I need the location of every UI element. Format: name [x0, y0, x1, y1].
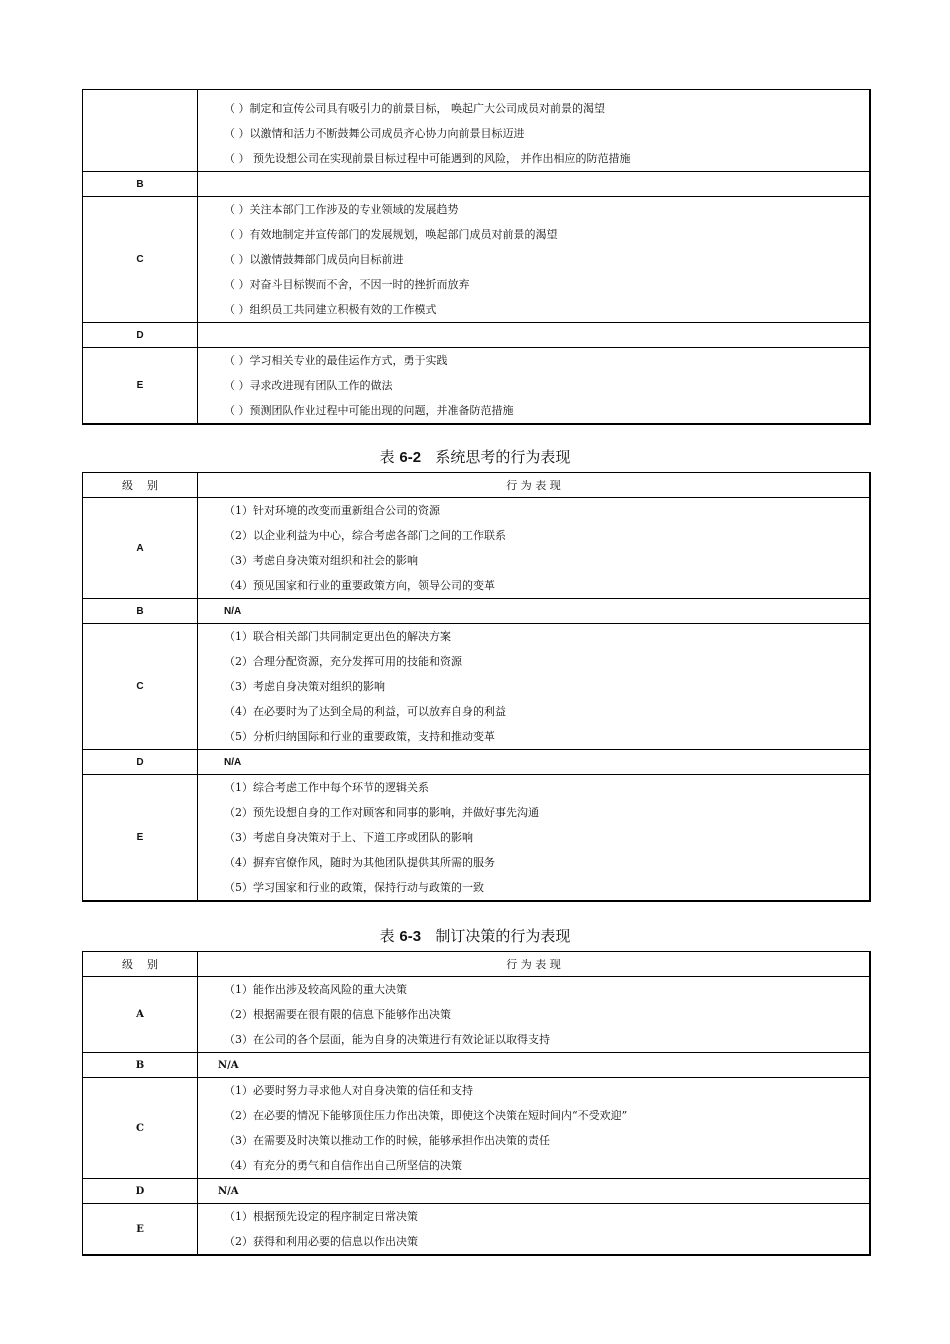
caption-prefix: 表 — [379, 448, 395, 466]
level-cell — [83, 90, 198, 172]
behavior-item: （1）必要时努力寻求他人对自身决策的信任和支持 — [224, 1084, 473, 1097]
behavior-item: （2）合理分配资源，充分发挥可用的技能和资源 — [224, 655, 462, 668]
table-row — [83, 624, 871, 750]
behavior-item: （2）获得和利用必要的信息以作出决策 — [224, 1235, 418, 1248]
behavior-cell — [198, 775, 871, 902]
behavior-item: （1）根据预先设定的程序制定日常决策 — [224, 1210, 418, 1223]
behavior-item: （ ）预测团队作业过程中可能出现的问题，并准备防范措施 — [224, 404, 514, 417]
level-cell: B — [83, 1053, 198, 1078]
caption-number: 6-3 — [399, 928, 422, 945]
level-cell: A — [83, 977, 198, 1053]
na-cell: N/A — [198, 599, 871, 624]
na-cell: N/A — [198, 1179, 871, 1204]
level-cell: E — [83, 348, 198, 425]
table-row — [83, 498, 871, 599]
caption-number: 6-2 — [399, 449, 422, 466]
level-cell: C — [83, 197, 198, 323]
table-6-2 — [82, 472, 871, 902]
behavior-item: （ ）以激情和活力不断鼓舞公司成员齐心协力向前景目标迈进 — [224, 127, 525, 140]
behavior-item: （3）在需要及时决策以推动工作的时候，能够承担作出决策的责任 — [224, 1134, 550, 1147]
table-caption — [0, 446, 950, 467]
table-row — [83, 323, 871, 348]
na-cell: N/A — [198, 750, 871, 775]
behavior-item: （3）考虑自身决策对组织和社会的影响 — [224, 554, 418, 567]
behavior-item: （2）以企业利益为中心，综合考虑各部门之间的工作联系 — [224, 529, 506, 542]
table-row — [83, 750, 871, 775]
behavior-item: （2）预先设想自身的工作对顾客和同事的影响，并做好事先沟通 — [224, 806, 539, 819]
behavior-item: （2）在必要的情况下能够顶住压力作出决策，即使这个决策在短时间内“不受欢迎” — [224, 1109, 628, 1122]
behavior-item: （3）考虑自身决策对于上、下道工序或团队的影响 — [224, 831, 473, 844]
table-caption — [0, 925, 950, 946]
behavior-item: （ ）关注本部门工作涉及的专业领域的发展趋势 — [224, 203, 459, 216]
behavior-cell — [198, 624, 871, 750]
level-cell: D — [83, 750, 198, 775]
level-cell: C — [83, 624, 198, 750]
level-cell: B — [83, 172, 198, 197]
level-cell: E — [83, 775, 198, 902]
behavior-item: （4）预见国家和行业的重要政策方向，领导公司的变革 — [224, 579, 495, 592]
table-row — [83, 977, 871, 1053]
behavior-item: （ ） 预先设想公司在实现前景目标过程中可能遇到的风险， 并作出相应的防范措施 — [224, 152, 631, 165]
table-header-row — [83, 473, 871, 498]
header-behavior: 行 为 表 现 — [198, 473, 871, 498]
behavior-item: （1）联合相关部门共同制定更出色的解决方案 — [224, 630, 451, 643]
behavior-item: （1）针对环境的改变而重新组合公司的资源 — [224, 504, 440, 517]
na-cell: N/A — [198, 1053, 871, 1078]
behavior-item: （5）分析归纳国际和行业的重要政策，支持和推动变革 — [224, 730, 495, 743]
caption-title: 系统思考的行为表现 — [435, 448, 571, 466]
header-level: 级 别 — [83, 952, 198, 977]
behavior-cell — [198, 977, 871, 1053]
behavior-item: （ ）有效地制定并宣传部门的发展规划，唤起部门成员对前景的渴望 — [224, 228, 558, 241]
caption-title: 制订决策的行为表现 — [435, 927, 571, 945]
behavior-item: （ ）对奋斗目标锲而不舍，不因一时的挫折而放弃 — [224, 278, 470, 291]
behavior-item: （2）根据需要在很有限的信息下能够作出决策 — [224, 1008, 451, 1021]
table-row — [83, 599, 871, 624]
level-cell: B — [83, 599, 198, 624]
level-cell: E — [83, 1204, 198, 1256]
level-cell: C — [83, 1078, 198, 1179]
table-row — [83, 1204, 871, 1256]
behavior-item: （1）能作出涉及较高风险的重大决策 — [224, 983, 407, 996]
table-row — [83, 172, 871, 197]
level-cell: D — [83, 323, 198, 348]
behavior-item: （4）在必要时为了达到全局的利益，可以放弃自身的利益 — [224, 705, 506, 718]
table-continued — [82, 89, 871, 425]
behavior-cell — [198, 172, 871, 197]
level-cell: D — [83, 1179, 198, 1204]
table-row — [83, 775, 871, 902]
behavior-cell — [198, 1078, 871, 1179]
table-row — [83, 197, 871, 323]
level-cell: A — [83, 498, 198, 599]
behavior-cell — [198, 90, 871, 172]
table-header-row — [83, 952, 871, 977]
behavior-cell — [198, 498, 871, 599]
behavior-cell — [198, 348, 871, 425]
behavior-item: （5）学习国家和行业的政策，保持行动与政策的一致 — [224, 881, 484, 894]
table-6-3 — [82, 951, 871, 1256]
table-row — [83, 1078, 871, 1179]
behavior-item: （4）摒弃官僚作风，随时为其他团队提供其所需的服务 — [224, 856, 495, 869]
caption-prefix: 表 — [379, 927, 395, 945]
behavior-item: （4）有充分的勇气和自信作出自己所坚信的决策 — [224, 1159, 462, 1172]
behavior-cell — [198, 1204, 871, 1256]
behavior-cell — [198, 323, 871, 348]
table-row — [83, 90, 871, 172]
behavior-cell — [198, 197, 871, 323]
behavior-item: （ ）学习相关专业的最佳运作方式，勇于实践 — [224, 354, 448, 367]
behavior-item: （3）在公司的各个层面，能为自身的决策进行有效论证以取得支持 — [224, 1033, 550, 1046]
behavior-item: （ ）寻求改进现有团队工作的做法 — [224, 379, 393, 392]
table-row — [83, 1179, 871, 1204]
table-row — [83, 348, 871, 425]
behavior-item: （1）综合考虑工作中每个环节的逻辑关系 — [224, 781, 429, 794]
behavior-item: （ ）组织员工共同建立积极有效的工作模式 — [224, 303, 437, 316]
behavior-item: （ ）制定和宣传公司具有吸引力的前景目标， 唤起广大公司成员对前景的渴望 — [224, 102, 605, 115]
behavior-item: （ ）以激情鼓舞部门成员向目标前进 — [224, 253, 404, 266]
behavior-item: （3）考虑自身决策对组织的影响 — [224, 680, 385, 693]
header-behavior: 行 为 表 现 — [198, 952, 871, 977]
table-row — [83, 1053, 871, 1078]
header-level: 级 别 — [83, 473, 198, 498]
